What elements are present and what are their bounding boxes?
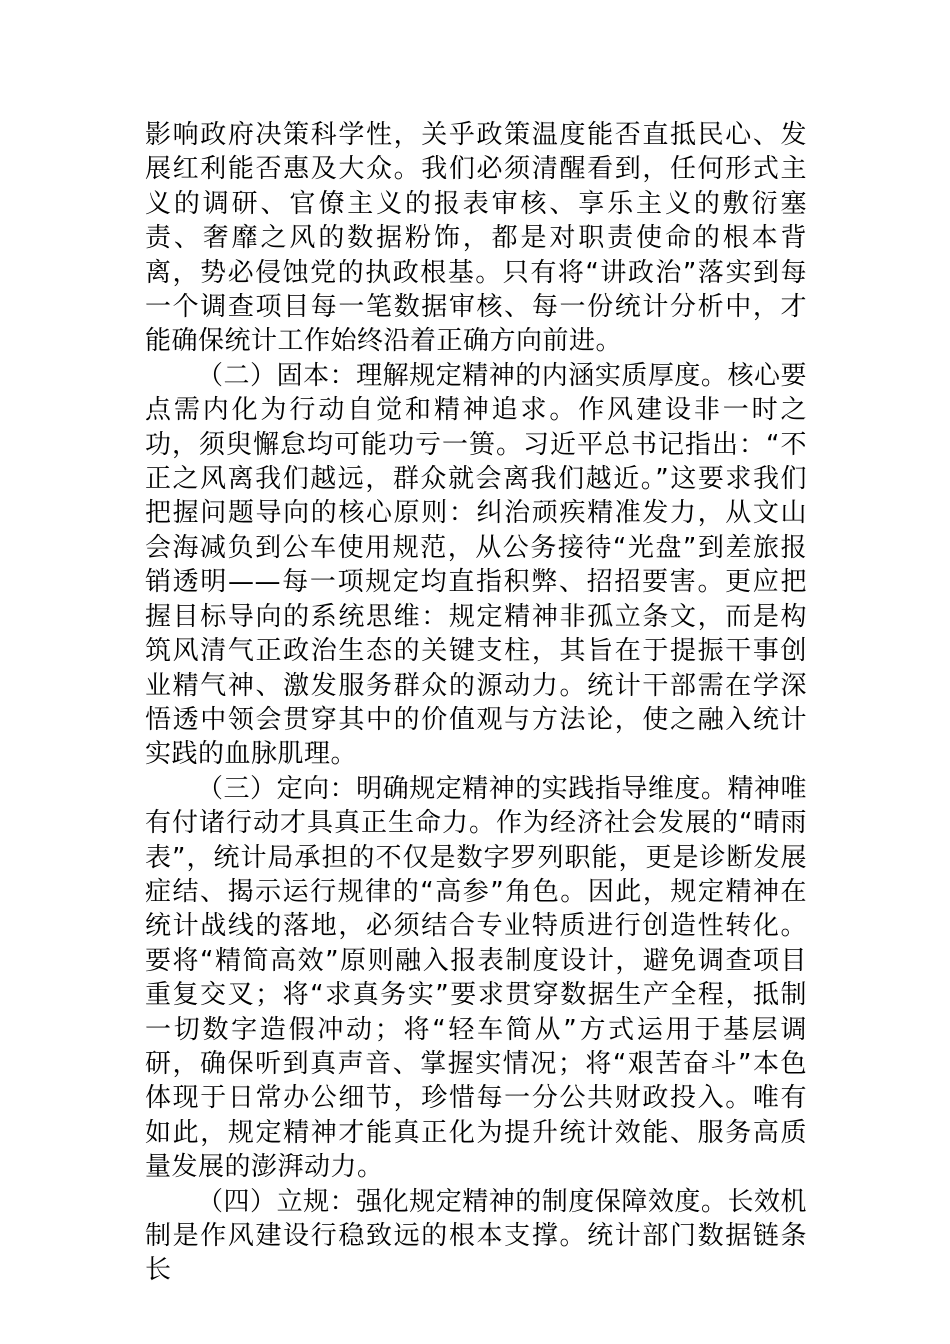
document-body [145,118,807,1288]
paragraph-section-2-consolidate-foundation: （二）固本：理解规定精神的内涵实质厚度。核心要点需内化为行动自觉和精神追求。作风建设非一时之功，须臾懈怠均可能功亏一篑。习近平总书记指出：“不正之风离我们越远，群众就会离我们越近。”这要求我们把握问题导向的核心原则：纠治顽疾精准发力，从文山会海减负到公车使用规范，从公务接待“光盘”到差旅报销透明——每一项规定均直指积弊、招招要害。更应把握目标导向的系统思维：规定精神非孤立条文，而是构筑风清气正政治生态的关键支柱，其旨在于提振干事创业精气神、激发服务群众的源动力。统计干部需在学深悟透中领会贯穿其中的价值观与方法论，使之融入统计实践的血脉肌理。 [145,360,807,770]
paragraph-section-3-set-direction: （三）定向：明确规定精神的实践指导维度。精神唯有付诸行动才具真正生命力。作为经济社会发展的“晴雨表”，统计局承担的不仅是数字罗列职能，更是诊断发展症结、揭示运行规律的“高参”角色。因此，规定精神在统计战线的落地，必须结合专业特质进行创造性转化。要将“精简高效”原则融入报表制度设计，避免调查项目重复交叉；将“求真务实”要求贯穿数据生产全程，抵制一切数字造假冲动；将“轻车简从”方式运用于基层调研，确保听到真声音、掌握实情况；将“艰苦奋斗”本色体现于日常办公细节，珍惜每一分公共财政投入。唯有如此，规定精神才能真正化为提升统计效能、服务高质量发展的澎湃动力。 [145,773,807,1183]
paragraph-section-4-establish-rules: （四）立规：强化规定精神的制度保障效度。长效机制是作风建设行稳致远的根本支撑。统计部门数据链条长 [145,1186,807,1286]
paragraph-continued-political-stance: 影响政府决策科学性，关乎政策温度能否直抵民心、发展红利能否惠及大众。我们必须清醒看到，任何形式主义的调研、官僚主义的报表审核、享乐主义的敷衍塞责、奢靡之风的数据粉饰，都是对职责使命的根本背离，势必侵蚀党的执政根基。只有将“讲政治”落实到每一个调查项目每一笔数据审核、每一份统计分析中，才能确保统计工作始终沿着正确方向前进。 [145,120,807,357]
